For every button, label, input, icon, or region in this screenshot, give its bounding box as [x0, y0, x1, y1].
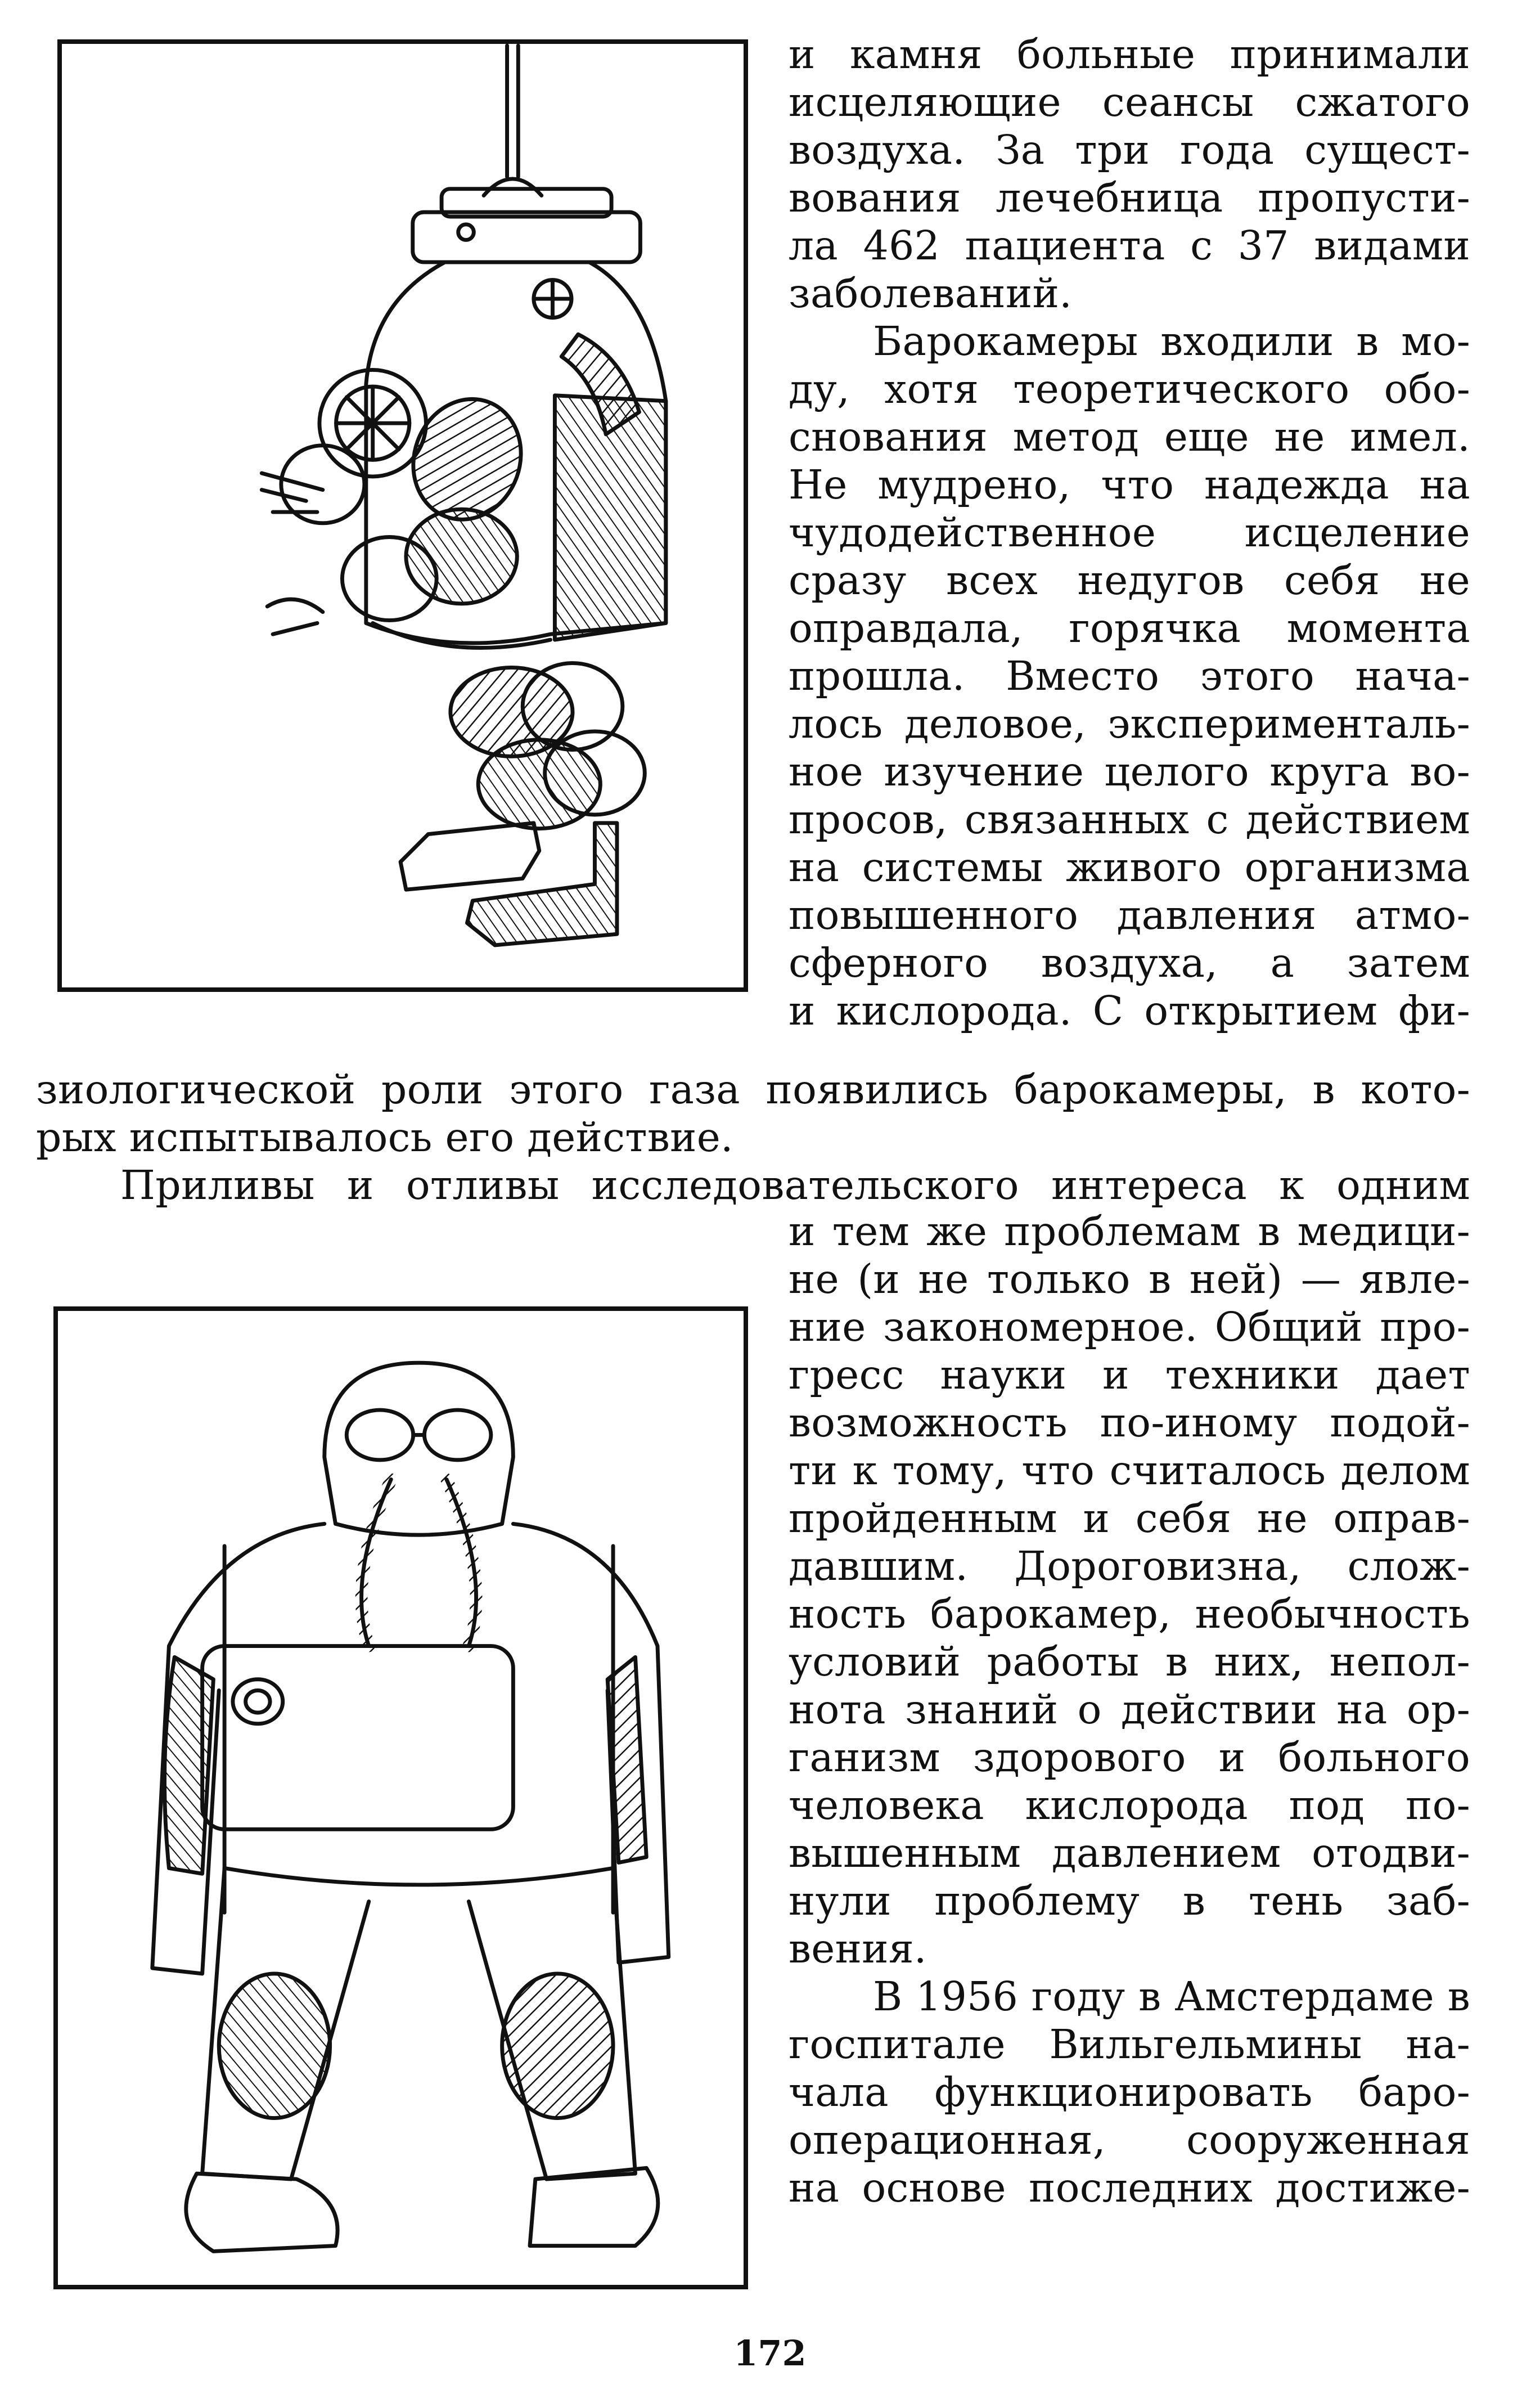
text-line: сразу всех недугов себя не: [789, 557, 1470, 604]
text-line: и камня больные принимали: [789, 31, 1470, 78]
text-line: оправдала, горячка момента: [789, 605, 1470, 652]
text-line: ла 462 пациента с 37 видами: [789, 222, 1470, 269]
text-line: не (и не только в ней) — явле-: [789, 1256, 1470, 1302]
text-line: пройденным и себя не оправ-: [789, 1495, 1470, 1542]
text-line: и тем же проблемам в медици-: [789, 1208, 1470, 1255]
spacesuit-drawing-icon: [58, 1311, 744, 2285]
text-line: ность барокамер, необычность: [789, 1591, 1470, 1637]
diving-suit-illustration: [57, 39, 748, 992]
text-line: условий работы в них, непол-: [789, 1638, 1470, 1685]
text-line: просов, связанных с действием: [789, 796, 1470, 843]
text-line: лось деловое, эксперименталь-: [789, 700, 1470, 747]
text-column-top: [789, 30, 1470, 1035]
text-line: исцеляющие сеансы сжатого: [789, 79, 1470, 125]
text-line: ганизм здорового и больного: [789, 1734, 1470, 1781]
text-line: госпитале Вильгельмины на-: [789, 2021, 1470, 2068]
text-line: на системы живого организма: [789, 844, 1470, 891]
text-line: рых испытывалось его действие.: [36, 1114, 733, 1161]
text-line: и кислорода. С открытием фи-: [789, 987, 1470, 1034]
text-line: ти к тому, что считалось делом: [789, 1447, 1470, 1494]
text-line: снования метод еще не имел.: [789, 414, 1470, 460]
text-line: сферного воздуха, а затем: [789, 940, 1470, 986]
text-line: Приливы и отливы исследовательского интереса к одним: [120, 1162, 1470, 1209]
text-line: зиологической роли этого газа появились барокамеры, в кото-: [36, 1066, 1470, 1113]
text-line: ду, хотя теоретического обо-: [789, 366, 1470, 412]
text-line: вения.: [789, 1925, 927, 1972]
text-line: операционная, сооруженная: [789, 2117, 1470, 2163]
text-line: заболеваний.: [789, 270, 1073, 317]
text-line: на основе последних достиже-: [789, 2164, 1470, 2211]
text-line: гресс науки и техники дает: [789, 1351, 1470, 1398]
pressure-suit-drawing-icon: [62, 44, 744, 987]
text-line: Не мудрено, что надежда на: [789, 461, 1470, 508]
text-line: человека кислорода под по-: [789, 1782, 1470, 1829]
text-line: давшим. Дороговизна, слож-: [789, 1543, 1470, 1589]
text-line: вования лечебница пропусти-: [789, 174, 1470, 221]
text-block-full-width: [36, 1066, 1470, 1209]
page-number: 172: [733, 2333, 807, 2374]
text-line: прошла. Вместо этого нача-: [789, 653, 1470, 699]
text-line: повышенного давления атмо-: [789, 892, 1470, 938]
text-line: возможность по-иному подой-: [789, 1399, 1470, 1446]
text-line: Барокамеры входили в мо-: [873, 318, 1470, 365]
text-line: вышенным давлением отодви-: [789, 1830, 1470, 1876]
text-line: нота знаний о действии на ор-: [789, 1686, 1470, 1733]
text-line: воздуха. За три года сущест-: [789, 127, 1470, 173]
text-line: чала функционировать баро-: [789, 2069, 1470, 2115]
text-line: В 1956 году в Амстердаме в: [873, 1973, 1470, 2020]
text-line: нули проблему в тень заб-: [789, 1878, 1470, 1924]
text-column-bottom: [789, 1207, 1470, 2212]
text-line: ние закономерное. Общий про-: [789, 1304, 1470, 1350]
text-line: чудодейственное исцеление: [789, 509, 1470, 556]
pressure-suit-illustration: [53, 1306, 748, 2289]
text-line: ное изучение целого круга во-: [789, 748, 1470, 795]
